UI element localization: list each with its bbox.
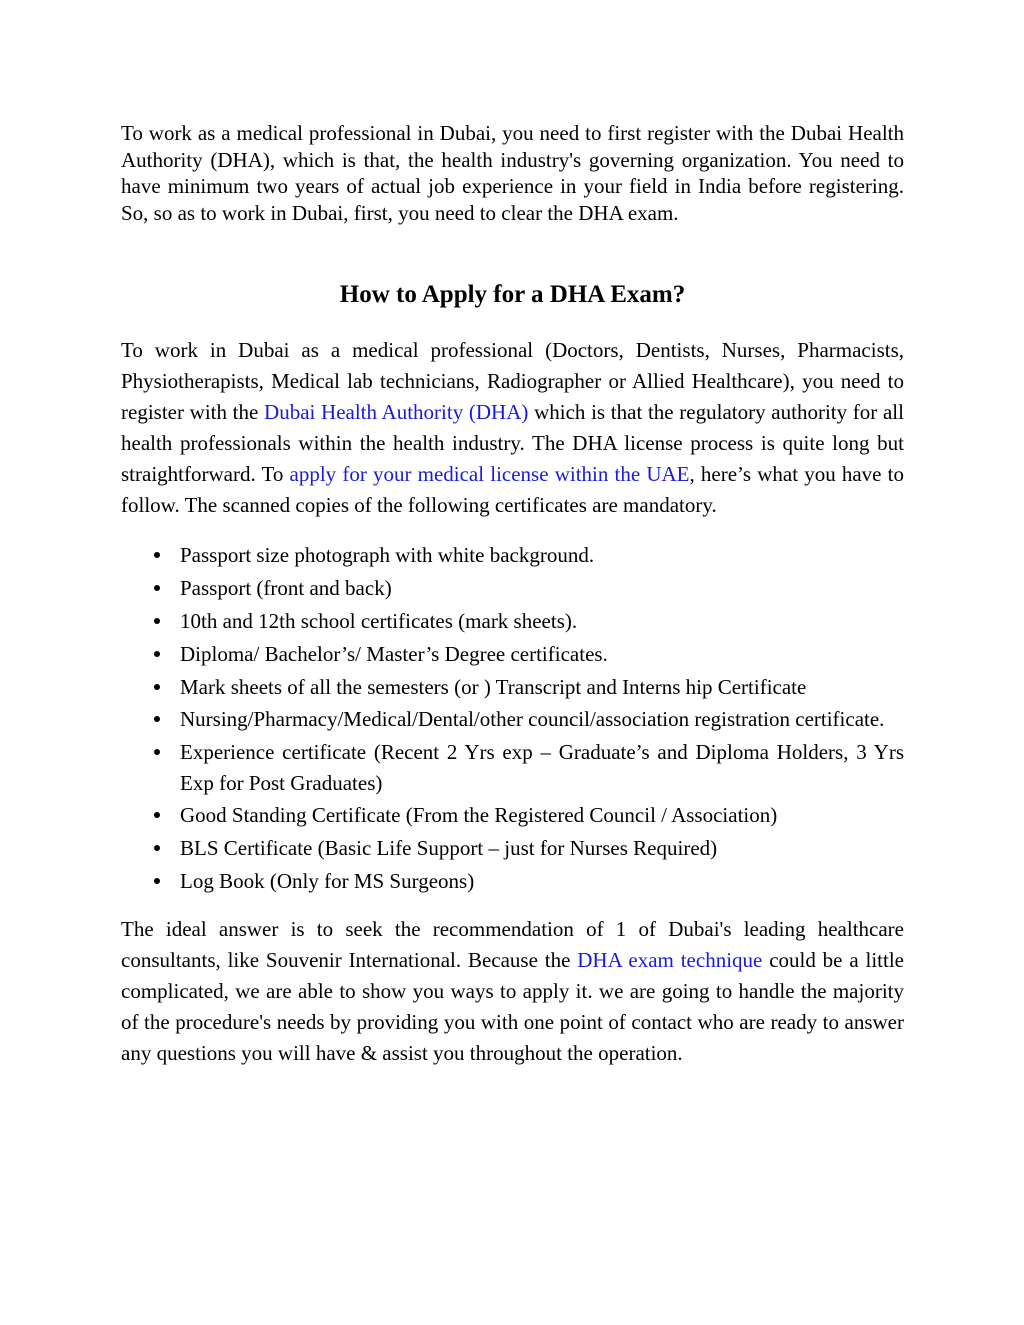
list-item-text: Nursing/Pharmacy/Medical/Dental/other council/association registration certificate. <box>180 707 885 732</box>
bullet-icon <box>154 812 160 818</box>
list-item <box>121 704 904 735</box>
list-item <box>121 573 904 604</box>
apply-license-link[interactable]: apply for your medical license within the UAE <box>289 462 690 487</box>
closing-text-part1: The ideal answer is to seek the recommendation of 1 of Dubai's leading healthcare consultants, like Souvenir International. Because the <box>121 916 904 972</box>
closing-paragraph <box>121 914 904 1069</box>
intro-paragraph: To work as a medical professional in Dubai, you need to first register with the Dubai Health Authority (DHA), which is that, the health industry's governing organization. You need to have minimum two years of actual job experience in your field in India before registering. So, so as to work in Dubai, first, you need to clear the DHA exam. <box>121 121 904 225</box>
list-item-text: Passport size photograph with white background. <box>180 543 595 568</box>
bullet-icon <box>154 845 160 851</box>
list-item <box>121 800 904 831</box>
dha-link[interactable]: Dubai Health Authority (DHA) <box>264 400 529 425</box>
list-item-text: Mark sheets of all the semesters (or ) Transcript and Interns hip Certificate <box>180 674 807 699</box>
closing-text-part2: could be a little complicated, we are able to show you ways to apply it. we are going to handle the majority of the procedure's needs by providing you with one point of contact who are ready to answer any questions you will have & assist you throughout the operation. <box>121 947 904 1065</box>
requirements-list <box>121 540 904 896</box>
bullet-icon <box>154 684 160 690</box>
list-item <box>121 737 904 798</box>
list-item-text: Experience certificate (Recent 2 Yrs exp – Graduate’s and Diploma Holders, 3 Yrs Exp for Post Graduates) <box>180 740 904 795</box>
list-item <box>121 606 904 637</box>
bullet-icon <box>154 651 160 657</box>
bullet-icon <box>154 749 160 755</box>
list-item-text: Good Standing Certificate (From the Registered Council / Association) <box>180 803 778 828</box>
list-item-text: BLS Certificate (Basic Life Support – just for Nurses Required) <box>180 836 718 861</box>
list-item-text: Log Book (Only for MS Surgeons) <box>180 869 475 894</box>
apply-paragraph <box>121 335 904 521</box>
list-item-text: Passport (front and back) <box>180 576 392 601</box>
bullet-icon <box>154 618 160 624</box>
apply-text-part1: To work in Dubai as a medical professional (Doctors, Dentists, Nurses, Pharmacists, Physiotherapists, Medical lab technicians, Radiographer or Allied Healthcare), you need to register with the <box>121 338 904 425</box>
bullet-icon <box>154 716 160 722</box>
list-item <box>121 672 904 703</box>
section-heading: How to Apply for a DHA Exam? <box>339 281 686 309</box>
list-item <box>121 866 904 897</box>
bullet-icon <box>154 878 160 884</box>
list-item <box>121 639 904 670</box>
bullet-icon <box>154 585 160 591</box>
document-page <box>121 120 904 1069</box>
dha-exam-technique-link[interactable]: DHA exam technique <box>577 947 763 972</box>
heading-wrap <box>121 280 904 310</box>
apply-text-part2: which is that the regulatory authority for all health professionals within the health industry. The DHA license process is quite long but straightforward. To <box>121 400 904 487</box>
bullet-icon <box>154 552 160 558</box>
list-item <box>121 833 904 864</box>
list-item-text: Diploma/ Bachelor’s/ Master’s Degree certificates. <box>180 641 608 666</box>
apply-text-part3: , here’s what you have to follow. The scanned copies of the following certificates are mandatory. <box>121 462 904 518</box>
list-item <box>121 540 904 571</box>
list-item-text: 10th and 12th school certificates (mark sheets). <box>180 608 578 633</box>
